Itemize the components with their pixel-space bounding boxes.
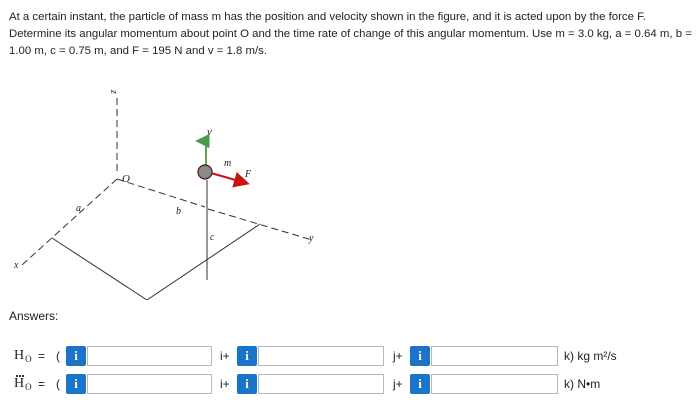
row-label: $H_O$ xyxy=(14,376,32,392)
label-b: b xyxy=(176,206,181,217)
label-y: y xyxy=(309,233,314,244)
x-axis xyxy=(22,179,117,265)
info-icon[interactable]: i xyxy=(410,374,430,394)
i-component-input[interactable] xyxy=(87,374,212,394)
open-paren: ( xyxy=(56,349,60,363)
equals-sign: = xyxy=(38,377,46,391)
j-component-input[interactable] xyxy=(258,346,384,366)
final-unit-label: k) kg m²/s xyxy=(564,349,617,363)
answer-row-angular-momentum-rate xyxy=(0,374,700,396)
label-m: m xyxy=(224,158,232,169)
label-F: F xyxy=(245,169,252,180)
info-icon[interactable]: i xyxy=(410,346,430,366)
label-x: x xyxy=(14,260,19,271)
i-component-input[interactable] xyxy=(87,346,212,366)
base-plane xyxy=(52,224,260,300)
label-c: c xyxy=(210,232,215,243)
label-a: a xyxy=(76,203,81,214)
force-arrow xyxy=(211,173,246,183)
y-axis xyxy=(117,179,205,207)
i-unit-label: i+ xyxy=(220,377,230,391)
i-unit-label: i+ xyxy=(220,349,230,363)
label-O: O xyxy=(122,173,130,185)
j-component-input[interactable] xyxy=(258,374,384,394)
j-unit-label: j+ xyxy=(393,377,403,391)
label-v: v xyxy=(207,126,212,138)
j-unit-label: j+ xyxy=(393,349,403,363)
k-component-input[interactable] xyxy=(431,346,558,366)
problem-statement: At a certain instant, the particle of mass m has the position and velocity shown in the figure, and it is acted upon by the force F. Determine its angular momentum about point O and the time rate of change of this angular momentum. Use m = 3.0 kg, a = 0.64 m, b = 1.00 m, c = 0.75 m, and F = 195 N and v = 1.8 m/s. xyxy=(9,11,692,57)
k-component-input[interactable] xyxy=(431,374,558,394)
equals-sign: = xyxy=(38,349,46,363)
particle xyxy=(198,165,212,179)
info-icon[interactable]: i xyxy=(66,346,86,366)
info-icon[interactable]: i xyxy=(66,374,86,394)
row-label: $H_O$ xyxy=(14,348,32,364)
answer-row-angular-momentum xyxy=(0,346,700,368)
info-icon[interactable]: i xyxy=(237,374,257,394)
label-z: z xyxy=(108,90,119,94)
answers-label: Answers: xyxy=(9,309,59,323)
info-icon[interactable]: i xyxy=(237,346,257,366)
open-paren: ( xyxy=(56,377,60,391)
final-unit-label: k) N•m xyxy=(564,377,601,391)
